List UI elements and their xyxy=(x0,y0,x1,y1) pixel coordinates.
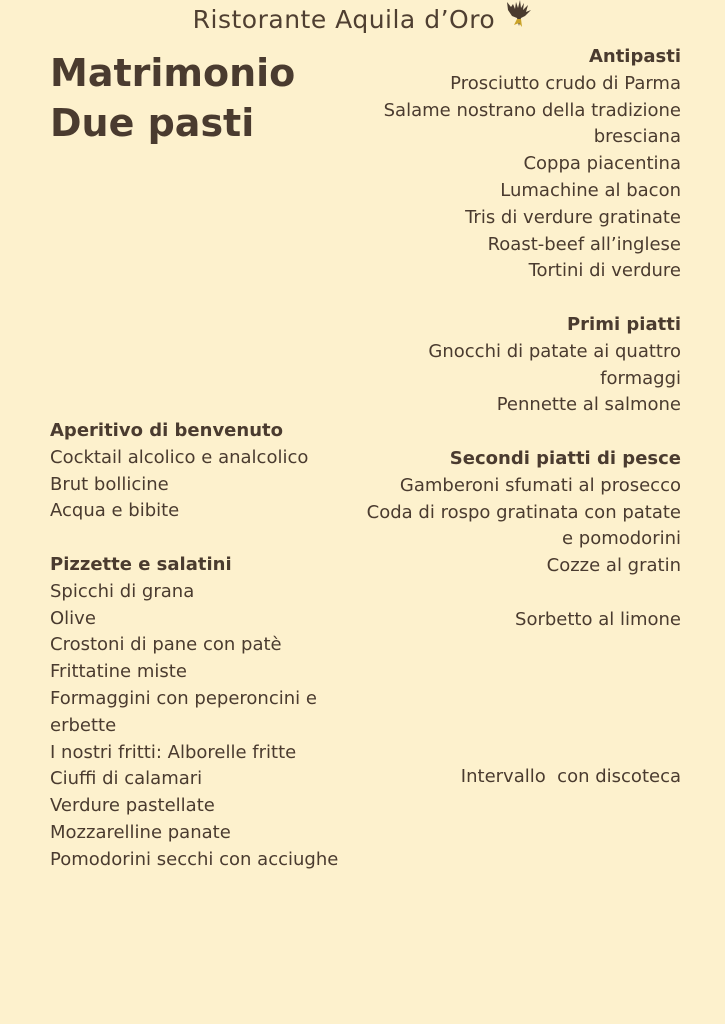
menu-item: Tris di verdure gratinate xyxy=(465,206,681,228)
menu-item: Verdure pastellate xyxy=(50,795,215,817)
menu-item: Acqua e bibite xyxy=(50,500,180,522)
antipasti-heading: Antipasti xyxy=(588,46,681,67)
menu-item: Prosciutto crudo di Parma xyxy=(450,72,681,94)
menu-item: Cocktail alcolico e analcolico xyxy=(50,446,309,468)
menu-item: Olive xyxy=(50,607,96,629)
secondi-heading: Secondi piatti di pesce xyxy=(449,447,681,469)
pizzette-heading: Pizzette e salatini xyxy=(50,553,232,575)
restaurant-name: Ristorante Aquila d’Oro xyxy=(192,4,496,34)
menu-item: Salame nostrano della tradizione bresciana xyxy=(383,99,681,148)
menu-item: Gamberoni sfumati al prosecco xyxy=(399,474,681,496)
eagle-icon xyxy=(506,0,532,28)
menu-item: Spicchi di grana xyxy=(50,580,195,602)
menu-item: Frittatine miste xyxy=(50,661,187,683)
menu-item: Lumachine al bacon xyxy=(500,179,681,201)
primi-heading: Primi piatti xyxy=(566,313,681,335)
dessert-item: Sorbetto al limone xyxy=(515,608,681,630)
menu-item: Formaggini con peperoncini e erbette xyxy=(50,687,317,736)
aperitivo-heading: Aperitivo di benvenuto xyxy=(50,420,283,441)
menu-item: Tortini di verdure xyxy=(528,260,681,282)
menu-item: Pomodorini secchi con acciughe xyxy=(50,848,339,870)
menu-item: Cozze al gratin xyxy=(546,555,681,577)
title-line-2: Due pasti xyxy=(50,101,255,145)
menu-item: Coppa piacentina xyxy=(523,153,681,175)
left-menu-column xyxy=(50,418,360,874)
menu-item: Roast-beef all’inglese xyxy=(487,233,681,255)
menu-item: Brut bollicine xyxy=(50,473,169,495)
menu-item: Gnocchi di patate ai quattro formaggi xyxy=(428,340,681,389)
page-title xyxy=(50,48,295,148)
menu-item: Crostoni di pane con patè xyxy=(50,634,282,656)
menu-item: I nostri fritti: Alborelle fritte xyxy=(50,741,297,763)
menu-item: Ciuffi di calamari xyxy=(50,768,203,790)
right-menu-column xyxy=(351,44,681,634)
restaurant-header xyxy=(0,4,725,40)
menu-item: Coda di rospo gratinata con patate e pomodorini xyxy=(366,501,681,550)
menu-item: Pennette al salmone xyxy=(496,394,681,416)
intermission-note: Intervallo con discoteca xyxy=(460,766,681,787)
title-line-1: Matrimonio xyxy=(50,51,296,95)
menu-item: Mozzarelline panate xyxy=(50,821,231,843)
